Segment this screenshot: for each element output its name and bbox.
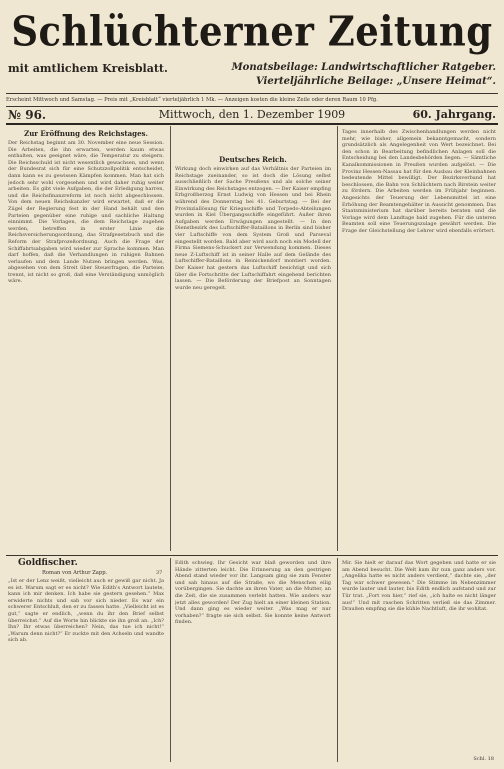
feuilleton-divider xyxy=(6,555,498,556)
column-divider xyxy=(170,558,171,762)
masthead-subtitle: mit amtlichem Kreisblatt. xyxy=(8,62,168,75)
feuilleton-column-1 xyxy=(8,578,164,762)
issue-number: № 96. xyxy=(8,108,47,122)
newspaper-masthead: Schlüchterner Zeitung xyxy=(11,6,493,56)
feuilleton-byline: Roman von Arthur Zapp. xyxy=(42,570,108,576)
feuilleton-text: Mir. Sie hielt er darauf das Wort gegeben und hatte er sie am Abend besucht. Die Welt kam ihr nun ganz anders vor. „Angelika hatte es nicht anders verdient,“ dachte sie, „der Tag war schwer gewesen.“ Die Stimme im Nebenzimmer wurde lauter und lauter, bis Edith endlich aufstand und zur Tür trat. „Fort von hier,“ rief sie, „ich halte es nicht länger aus!“ Und mit raschen Schritten verließ sie das Zimmer. Draußen empfing sie die kühle Nachtluft, die ihr wohltat. xyxy=(342,560,496,613)
article-text: Tages innerhalb des Zwischenhandlungen werden nicht mehr, wie bisher, allgemein bekanntgemacht, sondern grundsätzlich als Angelegenheit von Wert bezeichnet. Bei den schon in Bearbeitung befindlichen Anlagen soll die Entscheidung bei den Landesbehörden liegen. — Sämtliche Kanalkommissionen in Preußen wurden aufgelöst. — Die Provinz Hessen-Nassau hat für den Ausbau der Kleinbahnen bedeutende Mittel bewilligt. Der Bezirksverband hat beschlossen, die Bahn von Schlüchtern nach Birstein weiter zu fördern. Die Arbeiten werden im Frühjahr beginnen. Angesichts der Teuerung der Lebensmittel ist eine Erhöhung der Beamtengehälter in Aussicht genommen. Das Staatsministerium hat darüber bereits beraten und die Vorlage wird dem Landtage bald zugehen. Für die unteren Beamten soll eine Teuerungszulage gewährt werden. Die Frage der Gleichstellung der Lehrer wird ebenfalls erörtert. xyxy=(342,129,496,234)
issue-year: 60. Jahrgang. xyxy=(412,108,496,121)
quarterly-supplement: Vierteljährliche Beilage: „Unsere Heimat“. xyxy=(255,76,496,87)
feuilleton-title: Goldfischer. xyxy=(18,558,78,568)
newspaper-page xyxy=(6,4,498,765)
article-column-1 xyxy=(8,129,164,551)
article-text: Der Reichstag beginnt am 30. November eine neue Session. Die Arbeiten, die ihn erwarten, werden kaum etwas enthalten, was geeignet wäre, die Temperatur zu steigern. Die Reichsschuld ist nicht wesentlich gewachsen, und wenn der Bundesrat sich für eine Schutzzollpolitik entscheidet, dann kann es zu gewissen Kämpfen kommen. Man hat sich jedoch sehr wohl vorgesehen und wird daher ruhig weiter arbeiten. Es gibt viele Aufgaben, die der Erledigung harren, und die Reichsfinanzreform ist noch nicht abgeschlossen. Von dem neuen Reichskanzler wird erwartet, daß er die Zügel der Regierung fest in der Hand behält und den Parteien gegenüber eine ruhige und sachliche Haltung einnimmt. Die Vorlagen, die dem Reichstage zugehen werden, betreffen in erster Linie die Reichsversicherungsordnung, das Strafgesetzbuch und die Reform der Strafprozeßordnung. Auch die Frage der Schiffahrtsabgaben wird wieder zur Sprache kommen. Man darf hoffen, daß die Verhandlungen in ruhigen Bahnen verlaufen und dem Lande Nutzen bringen werden. Was, abgesehen von dem Streit über Steuerfragen, die Parteien trennt, ist nicht so groß, daß eine Verständigung unmöglich wäre. xyxy=(8,140,164,285)
feuilleton-installment-number: 37 xyxy=(156,570,163,576)
issue-date: Mittwoch, den 1. Dezember 1909 xyxy=(158,108,346,121)
feuilleton-text: „Ist er der Lenz weißt, vielleicht auch er gewiß gar nicht. Ja es ist. Warum sagt er es nicht? Wie Edith's Antwort lautete, kann ich mir denken. Ich habe sie gestern gesehen.“ Max erwiderte nichts und sah vor sich nieder. Es war ein schwerer Entschluß, den er zu fassen hatte. „Vielleicht ist es gut,“ sagte er endlich, „wenn du ihr den Brief selbst überreichst.“ Auf die Worte hin blickte sie ihn groß an. „Ich? Ihn? Ihr etwas überreichen? Nein, das tue ich nicht!“ „Warum denn nicht?“ Er zuckte mit den Achseln und wandte sich ab. xyxy=(8,578,164,644)
feuilleton-column-2 xyxy=(175,560,331,762)
feuilleton-text: Edith schwieg. Ihr Gesicht war blaß geworden und ihre Hände zitterten leicht. Die Erinnerung an den gestrigen Abend stand wieder vor ihr. Langsam ging sie zum Fenster und sah hinaus auf die Straße, wo die Menschen eilig vorübergingen. Sie dachte an ihren Vater, an die Mutter, an die Zeit, die sie zusammen verlebt hatten. Wie anders war jetzt alles geworden! Der Zug hielt an einer kleinen Station. Und dann ging es wieder weiter. „Was mag er nur vorhaben?“ fragte sie sich selbst. Sie konnte keine Antwort finden. xyxy=(175,560,331,626)
publication-info-line: Erscheint Mittwoch und Samstag. — Preis mit „Kreisblatt“ vierteljährlich 1 Mk. — Anzeigen kosten die kleine Zeile oder deren Raum 10 Pfg. xyxy=(6,93,498,107)
article-column-2 xyxy=(175,129,331,551)
article-column-3 xyxy=(342,129,496,551)
article-heading: Zur Eröffnung des Reichstages. xyxy=(24,129,148,138)
feuilleton-column-3 xyxy=(342,560,496,756)
column-divider xyxy=(337,126,338,551)
page-footer-mark: Schl. 18 xyxy=(473,756,494,762)
column-divider xyxy=(337,558,338,762)
masthead-subheadings xyxy=(6,62,498,92)
article-heading: Deutsches Reich. xyxy=(219,155,287,164)
monthly-supplement: Monatsbeilage: Landwirtschaftlicher Ratgeber. xyxy=(231,62,496,73)
article-text: Wirkung doch einwirken auf das Verhältnis der Parteien im Reichstage zueinander, so ist doch die Lösung selbst ausschließlich der Sache Preußens und als solche seiner Einwirkung des Reichstages entzogen. — Der Kaiser empfing Erbgroßherzog Ernst Ludwig von Hessen und bei Rhein während des Donnerstag bei 41. Geburtstag. — Bei der Provinziallösung für Kriegsschiffe und Torpedo-Abteilungen wurden in Kiel Übergangsschiffe eingeführt. Außer ihren Aufgaben werden Erwägungen angestellt. — In den Dienstbezirk des Luftschiffer-Bataillons in Berlin sind bisher vier Luftschiffe von dem System Groß und Parseval eingestellt worden. Bald aber wird auch noch ein Modell der Firma Siemens-Schuckert zur Verwendung kommen. Dieses neue Z-Luftschiff ist in seiner Halle auf dem Gelände des Luftschiffer-Bataillons in Reinickendorf montiert worden. Der Kaiser hat gestern das Luftschiff besichtigt und sich über die Fortschritte der Luftschiffahrt eingehend berichten lassen. — Die Beförderung der Briefpost an Sonntagen wurde neu geregelt. xyxy=(175,166,331,291)
column-divider xyxy=(170,126,171,551)
issue-dateline xyxy=(6,107,498,125)
